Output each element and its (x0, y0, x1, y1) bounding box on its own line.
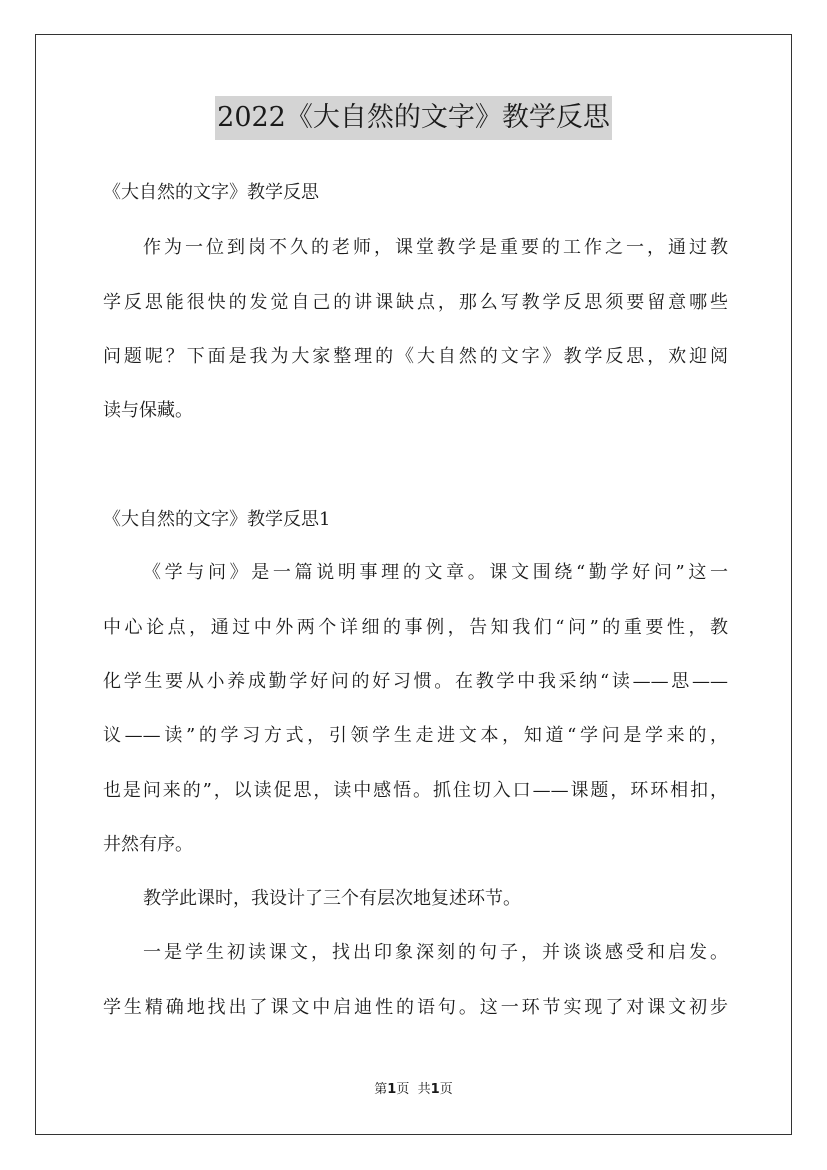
intro-line-2: 学反思能很快的发觉自己的讲课缺点，那么写教学反思须要留意哪些 (103, 292, 728, 313)
page-label-suffix: 页 (396, 1082, 410, 1097)
intro-line-3: 问题呢？下面是我为大家整理的《大自然的文字》教学反思，欢迎阅 (103, 346, 728, 367)
page-total: 1 (430, 1082, 440, 1097)
section1-para1-line-4: 议——读”的学习方式，引领学生走进文本，知道“学问是学来的， (103, 725, 728, 746)
title-container (0, 96, 827, 140)
page-label-prefix: 第 (374, 1082, 388, 1097)
total-label-suffix: 页 (439, 1082, 453, 1097)
section1-para3-line-1: 一是学生初读课文，找出印象深刻的句子，并谈谈感受和启发。 (143, 942, 728, 963)
intro-line-4: 读与保藏。 (103, 400, 193, 421)
section1-para1-line-5: 也是问来的”，以读促思，读中感悟。抓住切入口——课题，环环相扣， (103, 780, 728, 801)
section1-para1-line-2: 中心论点，通过中外两个详细的事例，告知我们“问”的重要性，教 (103, 617, 728, 638)
document-subtitle: 《大自然的文字》教学反思 (103, 182, 319, 203)
section1-para1-line-1: 《学与问》是一篇说明事理的文章。课文围绕“勤学好问”这一 (143, 562, 728, 583)
intro-line-1: 作为一位到岗不久的老师，课堂教学是重要的工作之一，通过教 (143, 237, 728, 258)
document-title: 2022《大自然的文字》教学反思 (215, 96, 612, 140)
page-footer (0, 1080, 827, 1100)
page-current: 1 (387, 1082, 397, 1097)
total-label-prefix: 共 (417, 1082, 431, 1097)
section1-para1-line-3: 化学生要从小养成勤学好问的好习惯。在教学中我采纳“读——思—— (103, 671, 728, 692)
section1-para1-line-6: 井然有序。 (103, 834, 193, 855)
section1-heading: 《大自然的文字》教学反思1 (103, 509, 331, 530)
section1-para2: 教学此课时，我设计了三个有层次地复述环节。 (143, 888, 521, 909)
section1-para3-line-2: 学生精确地找出了课文中启迪性的语句。这一环节实现了对课文初步 (103, 997, 728, 1018)
